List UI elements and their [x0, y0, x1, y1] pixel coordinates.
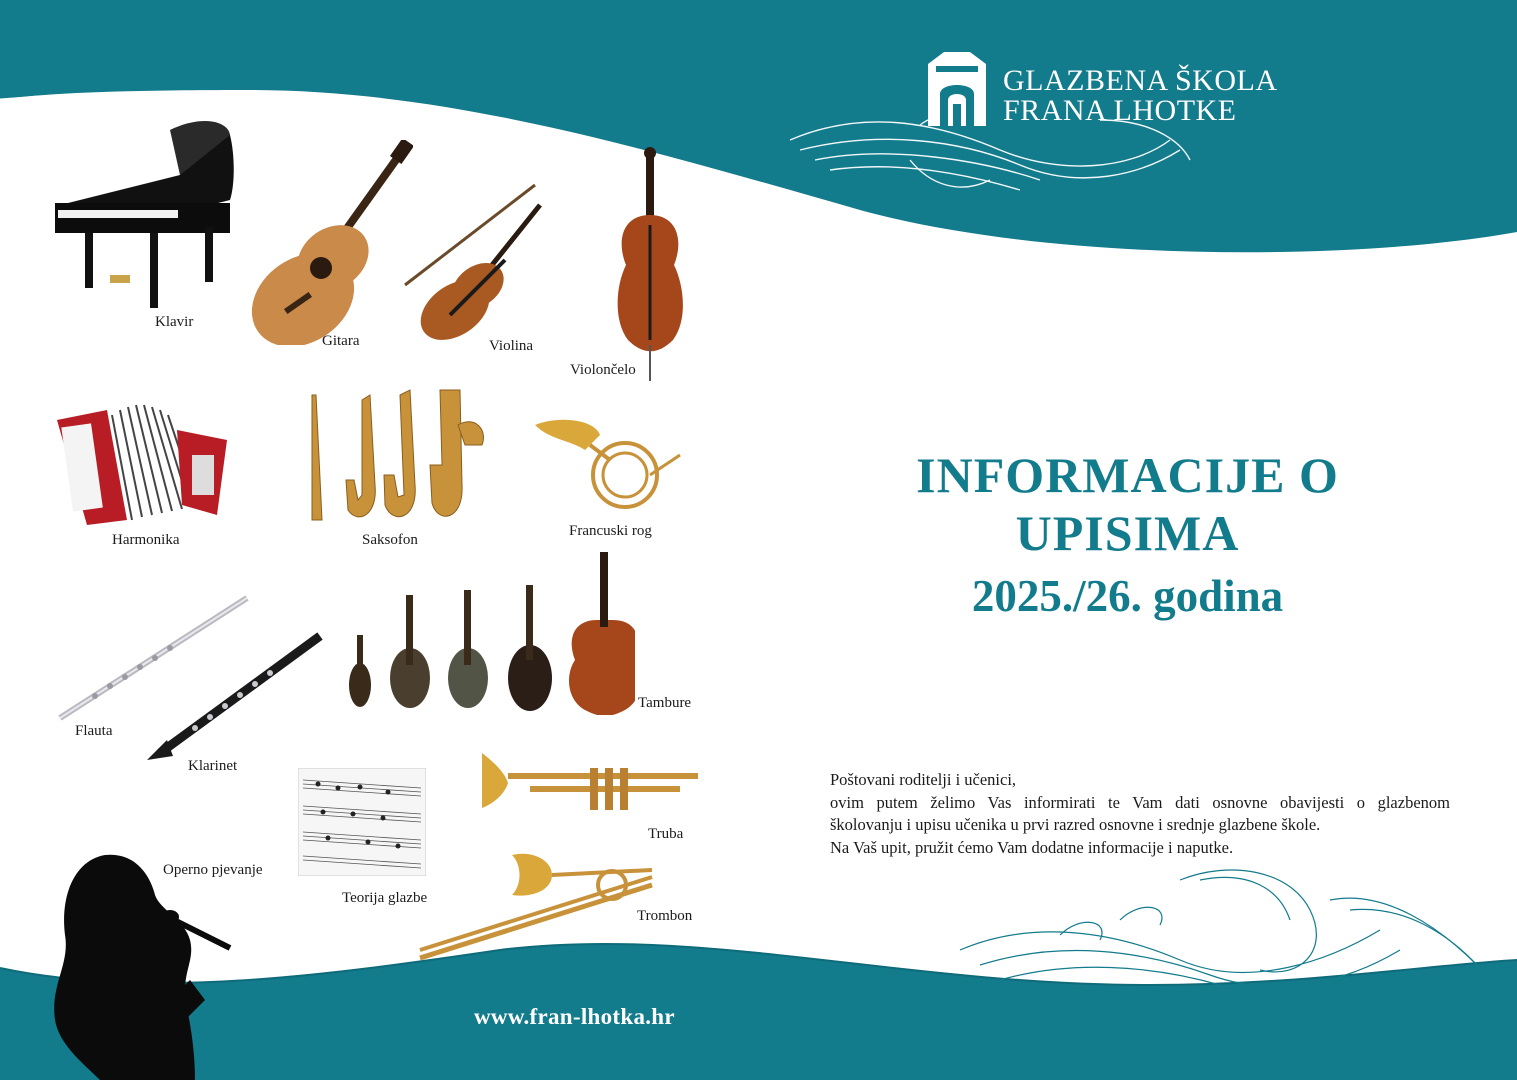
- guitar-image: [243, 140, 413, 345]
- headline-line3: 2025./26. godina: [971, 571, 1284, 621]
- french-horn-image: [530, 415, 685, 515]
- piano-image: [50, 115, 240, 310]
- trombone-image: [412, 850, 662, 965]
- school-name: [1003, 66, 1278, 126]
- label-saksofon: Saksofon: [362, 532, 418, 548]
- trumpet-image: [480, 748, 705, 823]
- school-name-line1: GLAZBENA ŠKOLA: [1003, 64, 1278, 97]
- cello-image: [608, 145, 693, 385]
- label-francuski-rog: Francuski rog: [569, 523, 652, 539]
- tambure-image: [345, 550, 635, 715]
- saxophone-image: [300, 385, 495, 530]
- building-arch-icon: [924, 48, 990, 128]
- label-tambure: Tambure: [638, 695, 692, 711]
- school-name-line2: FRANA LHOTKE: [1003, 94, 1237, 127]
- label-operno-pjevanje: Operno pjevanje: [163, 862, 263, 878]
- label-trombon: Trombon: [637, 908, 693, 924]
- headline: [840, 446, 1415, 626]
- label-klarinet: Klarinet: [188, 758, 238, 774]
- label-flauta: Flauta: [75, 723, 113, 739]
- label-harmonika: Harmonika: [112, 532, 180, 548]
- label-klavir: Klavir: [155, 314, 194, 330]
- label-violoncelo: Violončelo: [570, 362, 636, 378]
- clarinet-image: [145, 628, 330, 768]
- label-teorija-glazbe: Teorija glazbe: [342, 890, 428, 906]
- intro-greeting: Poštovani roditelji i učenici,: [830, 770, 1017, 789]
- headline-line2: UPISIMA: [1015, 505, 1240, 561]
- label-violina: Violina: [489, 338, 534, 354]
- website-link[interactable]: www.fran-lhotka.hr: [474, 1004, 675, 1029]
- sheet-music-image: [298, 768, 426, 876]
- intro-line1: ovim putem želimo Vas informirati te Vam dati osnovne obavijesti o glazbenom: [830, 792, 1450, 812]
- label-gitara: Gitara: [322, 333, 360, 349]
- violin-image: [400, 180, 550, 345]
- intro-line2: školovanju i upisu učenika u prvi razred osnovne i srednje glazbene škole.: [830, 815, 1321, 834]
- headline-line1: INFORMACIJE O: [916, 447, 1339, 503]
- accordion-image: [52, 395, 237, 530]
- intro-line3: Na Vaš upit, pružit ćemo Vam dodatne informacije i naputke.: [830, 837, 1234, 857]
- singer-silhouette-icon: [45, 850, 235, 1080]
- intro-text: [830, 769, 1450, 859]
- label-truba: Truba: [648, 826, 684, 842]
